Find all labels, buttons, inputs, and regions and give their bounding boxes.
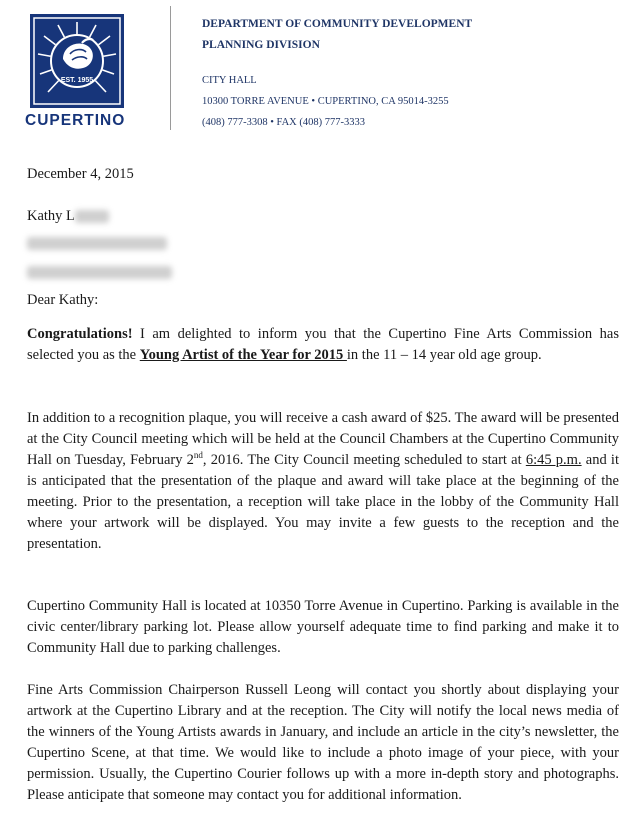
department-heading: [202, 14, 472, 56]
paragraph-publicity: Fine Arts Commission Chairperson Russell Leong will contact you shortly about displaying your artwork at the Cupertino Library and at the reception. The City will notify the local news media of the winners of the Young Artists awards in January, and include an article in the city’s newsletter, the Cupertino Scene, at that time. We would like to include a photo image of your piece, with your permission. Usually, the Cupertino Courier follows up with a more in-depth story and photographs. Please anticipate that someone may contact you for additional information.: [27, 682, 619, 803]
recipient-block: [27, 206, 619, 283]
letterhead-divider: [170, 6, 171, 130]
paragraph-award-details: [27, 408, 619, 555]
meeting-time: 6:45 p.m.: [525, 452, 582, 468]
logo-wordmark: CUPERTINO: [25, 112, 126, 129]
letter-date: December 4, 2015: [27, 166, 134, 182]
paragraph-text: In addition to a recognition plaque, you will receive a cash award of $25. The award will be presented at the City Council meeting which will be held at the Council Chambers at the Cupertino Community Hall on Tuesday, February 2: [27, 410, 619, 468]
paragraph-location: Cupertino Community Hall is located at 10350 Torre Avenue in Cupertino. Parking is available in the civic center/library parking lot. Please allow yourself adequate time to find parking and make it to Community Hall due to parking challenges.: [27, 598, 619, 656]
paragraph-congratulations: [27, 324, 619, 366]
redacted-address-line-2: [27, 266, 172, 279]
phone-fax: (408) 777-3308 • FAX (408) 777-3333: [202, 117, 366, 128]
congratulations-lead: Congratulations!: [27, 326, 133, 342]
svg-text:EST. 1955: EST. 1955: [60, 77, 94, 84]
street-address: 10300 TORRE AVENUE • CUPERTINO, CA 95014-3255: [202, 96, 449, 107]
paragraph-text: and it is anticipated that the presentation of the plaque and award will take place at the beginning of the meeting. Prior to the presentation, a reception will take place in the lobby of the Community Hall where your artwork will be displayed. You may invite a few guests to the reception and the presentation.: [27, 452, 619, 552]
seal-est-text: [30, 14, 124, 108]
paragraph-text: in the 11 – 14 year old age group.: [346, 347, 542, 363]
letterhead: [0, 0, 639, 150]
recipient-name: Kathy L: [27, 208, 75, 224]
paragraph-text: , 2016. The City Council meeting scheduled to start at: [202, 452, 526, 468]
paragraph-text: I am delighted to inform you that the Cupertino Fine Arts Commission has selected you as the: [27, 326, 619, 363]
address-block: [202, 70, 449, 133]
building-name: CITY HALL: [202, 75, 257, 86]
division-name: PLANNING DIVISION: [202, 39, 320, 51]
award-title: Young Artist of the Year for 2015: [139, 347, 347, 363]
ordinal-suffix: nd: [193, 450, 203, 461]
salutation: Dear Kathy:: [27, 292, 99, 308]
redacted-surname: [75, 210, 109, 223]
redacted-address-line-1: [27, 237, 167, 250]
department-name: DEPARTMENT OF COMMUNITY DEVELOPMENT: [202, 18, 473, 30]
